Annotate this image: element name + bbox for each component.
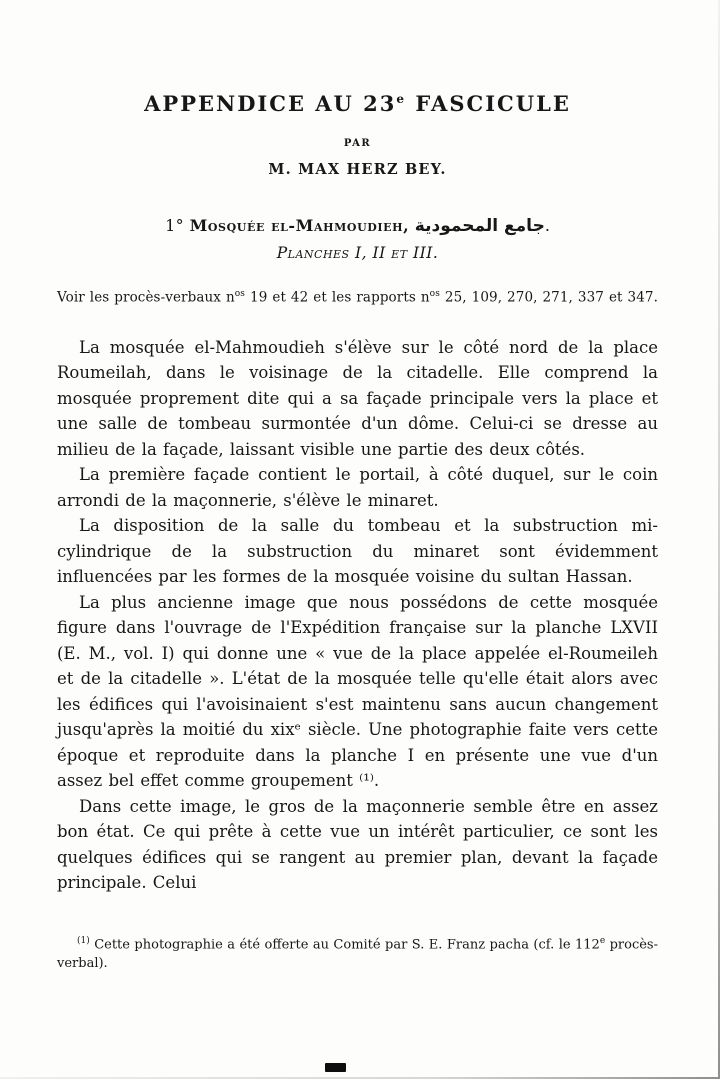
reference-line — [57, 289, 658, 306]
author-name: M. MAX HERZ BEY. — [268, 161, 447, 179]
reference-part-3: 25, 109, 270, 271, 337 et 347. — [439, 289, 658, 306]
paragraph: La plus ancienne image que nous possédons de cette mosquée figure dans l'ouvrage de l'Expédition française sur la planche LXVII (E. M., vol. I) qui donne une « vue de la place appelée el-Roumeileh et de la citadelle ». L'état de la mosquée telle qu'elle était alors avec les édifices qui l'avoisinaient s'est maintenu sans aucun changement jusqu'après la moitié du xixᵉ siècle. Une photographie faite vers cette époque et reproduite dans la planche I en présente une vue d'un assez bel effet comme groupement ⁽¹⁾. — [57, 592, 658, 791]
footnote-text-pre: Cette photographie a été offerte au Comité par S. E. Franz pacha (cf. le 112 — [89, 936, 600, 952]
footnote-superscript: e — [599, 935, 606, 946]
section-heading — [57, 216, 658, 236]
footnote-marker: (1) — [77, 935, 90, 946]
title-text-post: FASCICULE — [406, 91, 571, 116]
paragraph: Dans cette image, le gros de la maçonnerie semble être en assez bon état. Ce qui prête à cette vue un intérêt particulier, ce sont les quelques édifices qui se rangent au premier plan, devant la façade principale. Celui — [57, 796, 658, 893]
reference-part-1: Voir les procès-verbaux n — [57, 289, 235, 306]
section-number: 1° — [165, 216, 185, 236]
paragraph: La première façade contient le portail, à côté duquel, sur le coin arrondi de la maçonnerie, s'élève le minaret. — [57, 465, 658, 510]
section-name: Mosquée el-Mahmoudieh, — [189, 216, 410, 236]
page-title — [57, 92, 658, 115]
title-superscript: e — [396, 92, 407, 106]
paragraph: La disposition de la salle du tombeau et la substruction mi-cylindrique de la substruction du minaret sont évidemment influencées par les formes de la mosquée voisine du sultan Hassan. — [57, 516, 658, 587]
paragraph: La mosquée el-Mahmoudieh s'élève sur le côté nord de la place Roumeilah, dans le voisinage de la citadelle. Elle comprend la mosquée proprement dite qui a sa façade principale vers la place et une salle de tombeau surmontée d'un dôme. Celui-ci se dresse au milieu de la façade, laissant visible une partie des deux côtés. — [57, 337, 658, 459]
reference-part-2: 19 et 42 et les rapports n — [245, 289, 430, 306]
reference-superscript-2: os — [429, 289, 440, 300]
body-text — [57, 335, 658, 896]
reference-superscript-1: os — [234, 289, 246, 300]
byline-label: PAR — [343, 138, 372, 150]
section-period: . — [544, 216, 550, 236]
section-arabic-title: جامع المحمودية — [414, 216, 545, 237]
plates-line: Planches I, II et III. — [276, 244, 439, 263]
footnote — [57, 932, 658, 973]
title-text-pre: APPENDICE AU 23 — [144, 91, 397, 116]
footnote-text-post: procès-verbal). — [57, 936, 658, 971]
scan-ink-artifact — [325, 1063, 346, 1072]
